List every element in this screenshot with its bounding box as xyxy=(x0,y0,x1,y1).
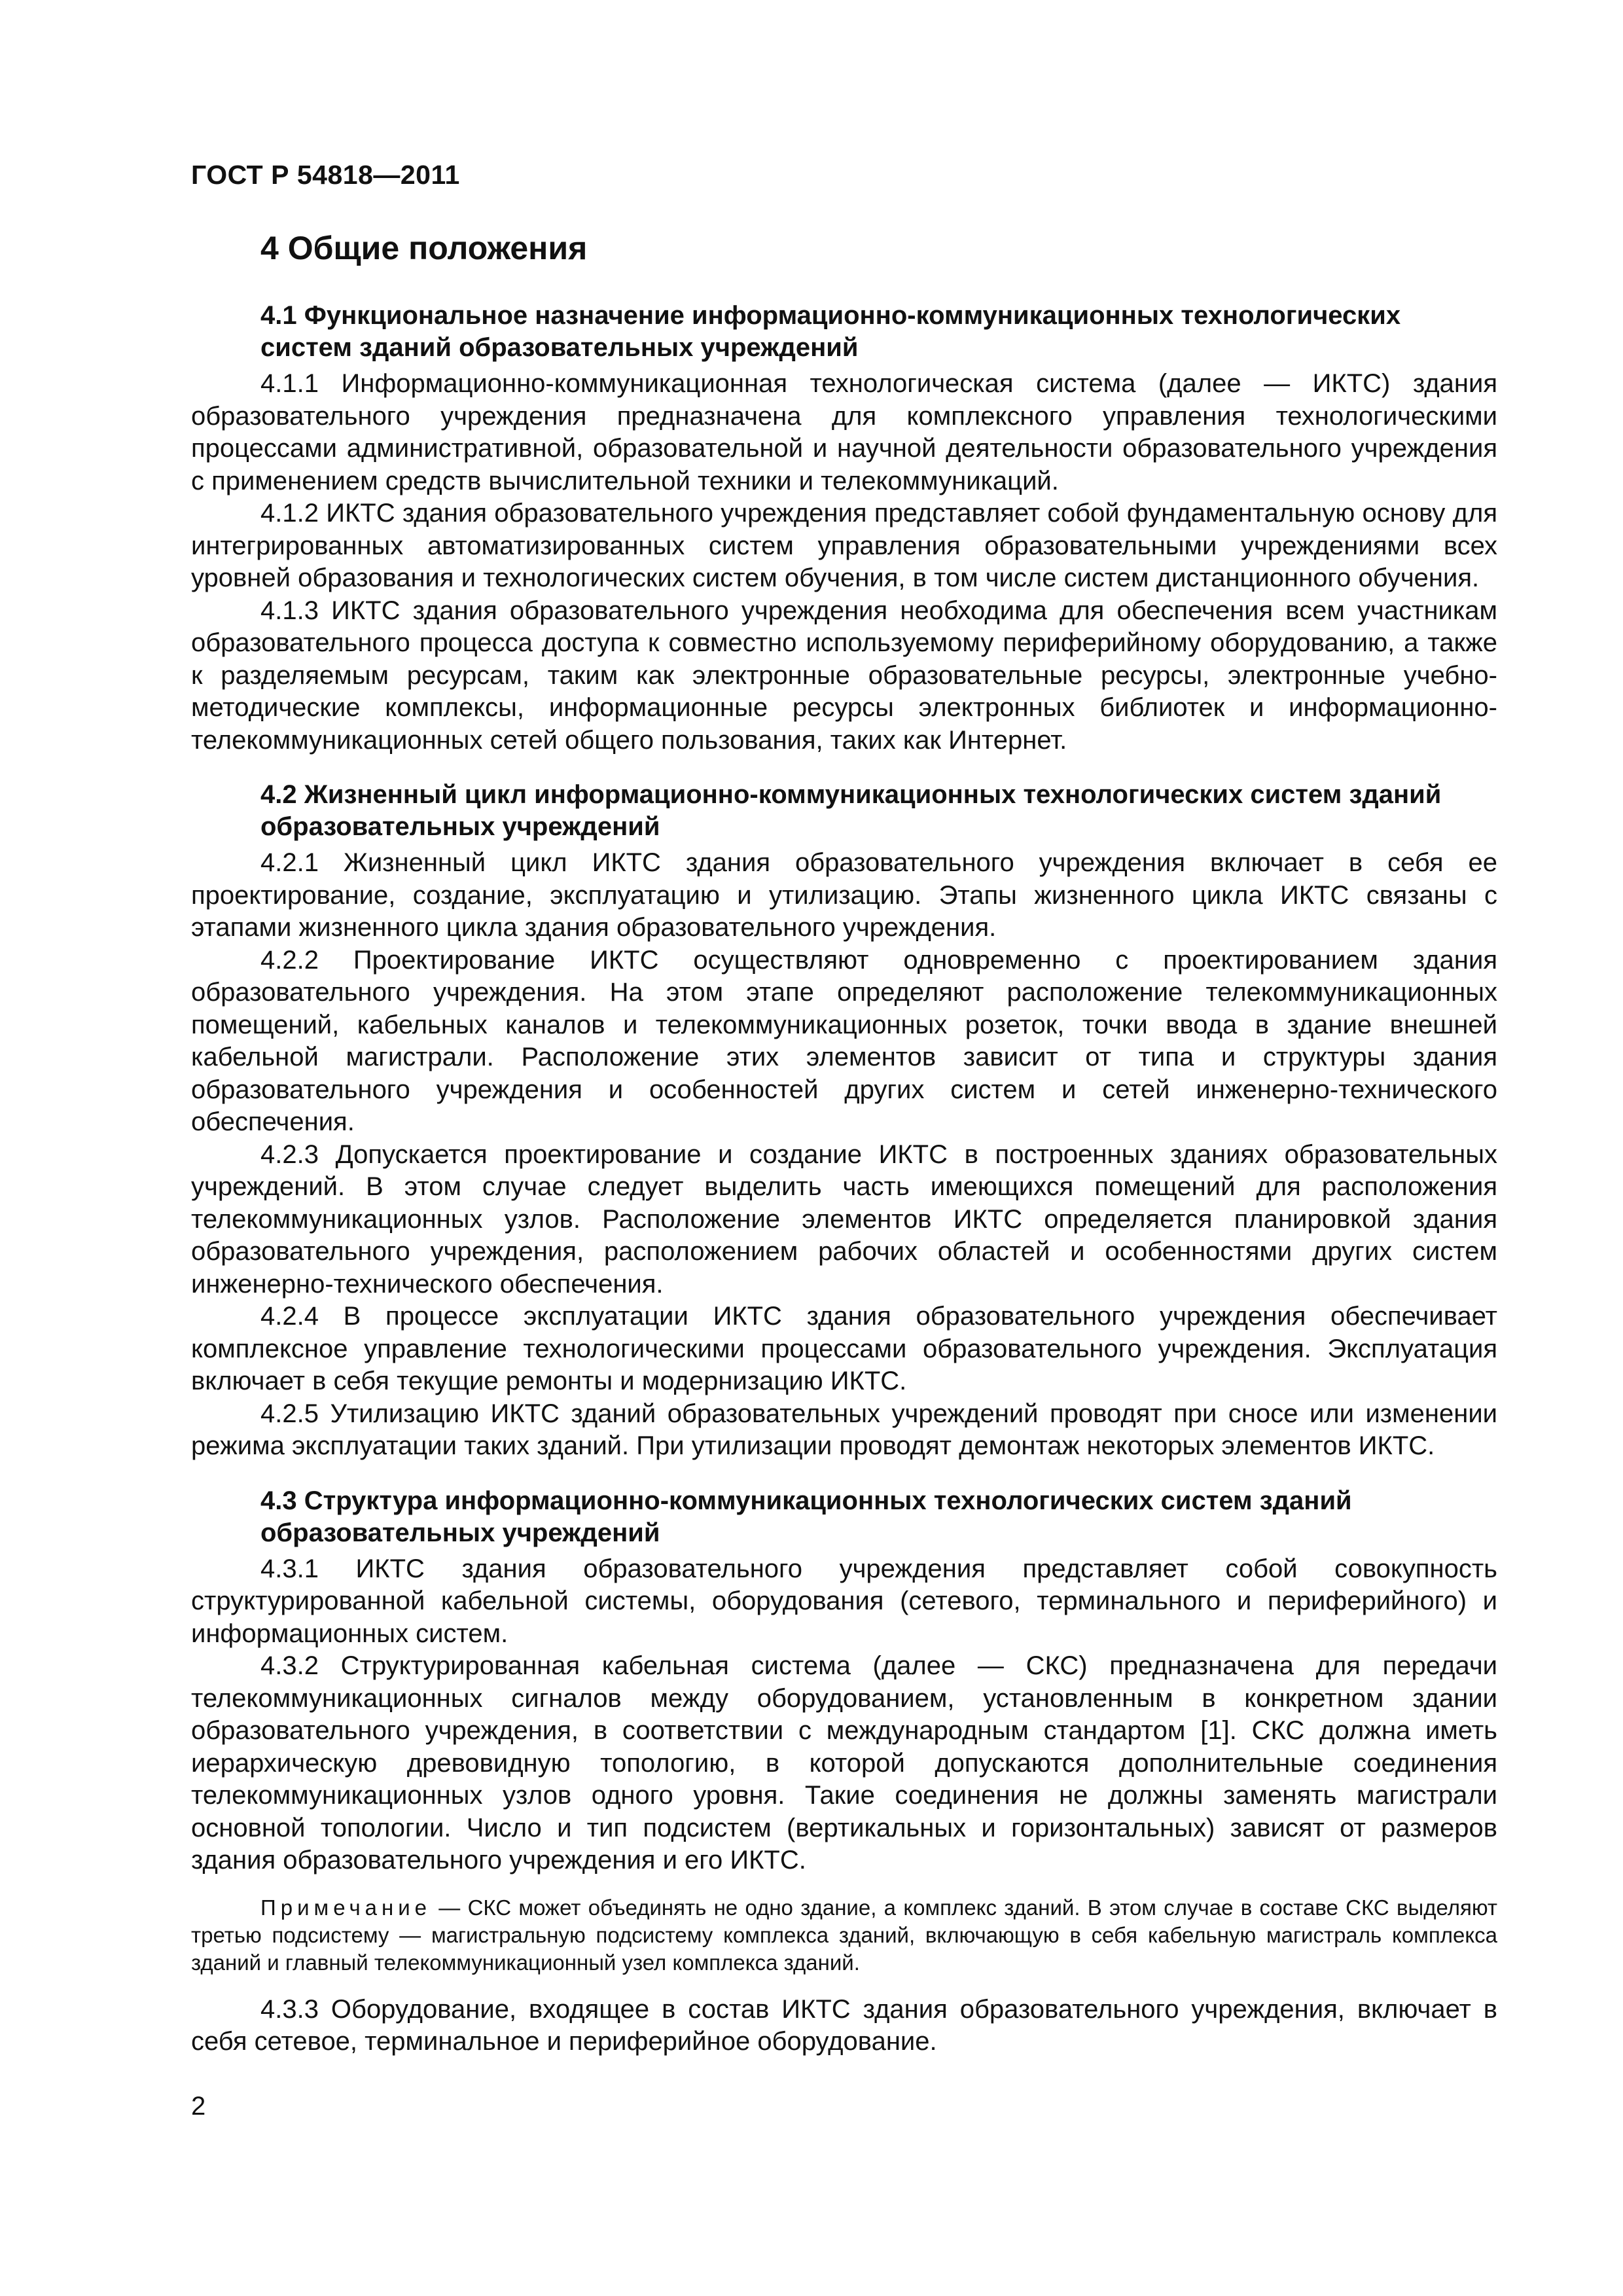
page-number: 2 xyxy=(191,2092,206,2121)
note-label: Примечание xyxy=(260,1895,432,1920)
paragraph-4-1-3: 4.1.3 ИКТС здания образовательного учреждения необходима для обеспечения всем участникам образовательного процесса доступа к совместно используемому периферийному оборудованию, а также к разделяемым ресурсам, таким как электронные образовательные ресурсы, электронные учебно-методические комплексы, информационные ресурсы электронных библиотек и информационно-телекоммуникационных сетей общего пользования, таких как Интернет. xyxy=(191,596,1497,755)
subsection-heading-4-3: 4.3 Структура информационно-коммуникационных технологических систем зданий образовательных учреждений xyxy=(260,1486,1352,1547)
paragraph-4-2-5: 4.2.5 Утилизацию ИКТС зданий образовательных учреждений проводят при сносе или изменении режима эксплуатации таких зданий. При утилизации проводят демонтаж некоторых элементов ИКТС. xyxy=(191,1399,1497,1460)
document-body xyxy=(191,300,1497,2058)
paragraph-4-2-1: 4.2.1 Жизненный цикл ИКТС здания образовательного учреждения включает в себя ее проектирование, создание, эксплуатацию и утилизацию. Этапы жизненного цикла ИКТС связаны с этапами жизненного цикла здания образовательного учреждения. xyxy=(191,848,1497,942)
note-text: — СКС может объединять не одно здание, а комплекс зданий. В этом случае в составе СКС выделяют третью подсистему — магистральную подсистему комплекса зданий, включающую в себя кабельную магистраль комплекса зданий и главный телекоммуникационный узел комплекса зданий. xyxy=(191,1895,1497,1975)
paragraph-4-1-1: 4.1.1 Информационно-коммуникационная технологическая система (далее — ИКТС) здания образовательного учреждения предназначена для комплексного управления технологическими процессами административной, образовательной и научной деятельности образовательного учреждения с применением средств вычислительной техники и телекоммуникаций. xyxy=(191,369,1497,495)
document-code: ГОСТ Р 54818—2011 xyxy=(191,160,460,190)
paragraph-4-3-2: 4.3.2 Структурированная кабельная система (далее — СКС) предназначена для передачи телекоммуникационных сигналов между оборудованием, установленным в конкретном здании образовательного учреждения, в соответствии с международным стандартом [1]. СКС должна иметь иерархическую древовидную топологию, в которой допускаются дополнительные соединения телекоммуникационных узлов одного уровня. Такие соединения не должны заменять магистрали основной топологии. Число и тип подсистем (вертикальных и горизонтальных) зависят от размеров здания образовательного учреждения и его ИКТС. xyxy=(191,1651,1497,1874)
subsection-heading-4-2: 4.2 Жизненный цикл информационно-коммуникационных технологических систем зданий образовательных учреждений xyxy=(260,780,1442,841)
paragraph-4-3-1: 4.3.1 ИКТС здания образовательного учреждения представляет собой совокупность структурированной кабельной системы, оборудования (сетевого, терминального и периферийного) и информационных систем. xyxy=(191,1554,1497,1648)
subsection-heading-4-1: 4.1 Функциональное назначение информационно-коммуникационных технологических систем зданий образовательных учреждений xyxy=(260,301,1401,362)
section-title: 4 Общие положения xyxy=(260,230,588,266)
paragraph-4-2-2: 4.2.2 Проектирование ИКТС осуществляют одновременно с проектированием здания образовательного учреждения. На этом этапе определяют расположение телекоммуникационных помещений, кабельных каналов и телекоммуникационных розеток, точки ввода в здание внешней кабельной магистрали. Расположение этих элементов зависит от типа и структуры здания образовательного учреждения и особенностей других систем и сетей инженерно-технического обеспечения. xyxy=(191,945,1497,1136)
paragraph-4-2-3: 4.2.3 Допускается проектирование и создание ИКТС в построенных зданиях образовательных учреждений. В этом случае следует выделить часть имеющихся помещений для расположения телекоммуникационных узлов. Расположение элементов ИКТС определяется планировкой здания образовательного учреждения, расположением рабочих областей и особенностями других систем инженерно-технического обеспечения. xyxy=(191,1139,1497,1299)
paragraph-4-2-4: 4.2.4 В процессе эксплуатации ИКТС здания образовательного учреждения обеспечивает комплексное управление технологическими процессами образовательного учреждения. Эксплуатация включает в себя текущие ремонты и модернизацию ИКТС. xyxy=(191,1302,1497,1395)
paragraph-4-1-2: 4.1.2 ИКТС здания образовательного учреждения представляет собой фундаментальную основу для интегрированных автоматизированных систем управления образовательными учреждениями всех уровней образования и технологических систем обучения, в том числе систем дистанционного обучения. xyxy=(191,499,1497,592)
paragraph-4-3-3: 4.3.3 Оборудование, входящее в состав ИКТС здания образовательного учреждения, включает в себя сетевое, терминальное и периферийное оборудование. xyxy=(191,1994,1497,2056)
note xyxy=(191,1894,1497,1977)
